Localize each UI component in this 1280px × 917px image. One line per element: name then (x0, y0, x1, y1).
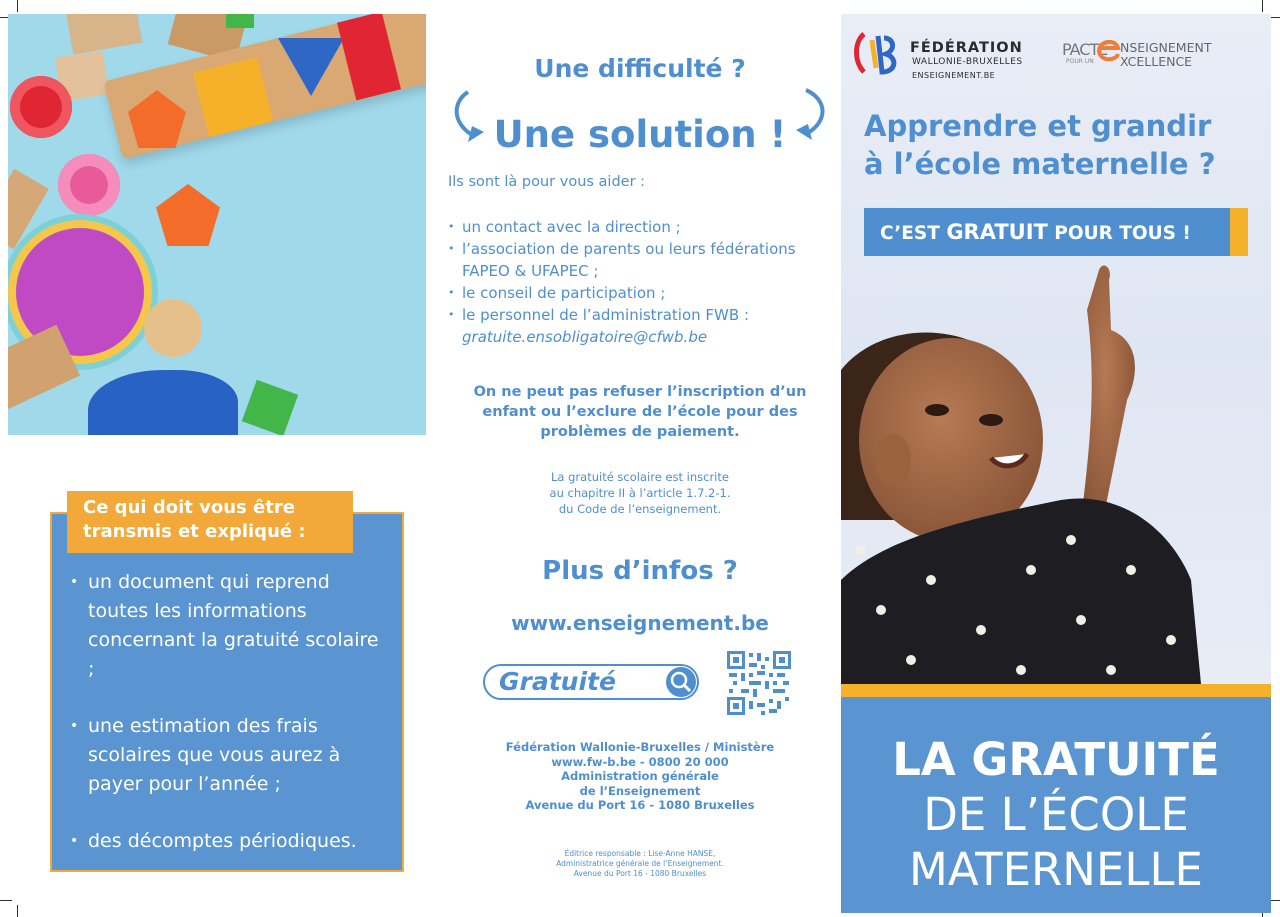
contact-line: Fédération Wallonie-Bruxelles / Ministère (505, 740, 775, 754)
qr-code-icon[interactable] (727, 651, 791, 715)
contact-line: Administration générale (561, 769, 719, 784)
editor-line: Administratrice générale de l’Enseignement. (556, 859, 724, 868)
main-title-line-3: MATERNELLE (909, 843, 1203, 896)
heading-solution: Une solution ! (493, 113, 787, 156)
pacte-logo-bottom: XCELLENCE (1120, 54, 1193, 69)
curved-arrow-right-icon (786, 86, 834, 142)
crop-mark (1262, 0, 1263, 12)
heading-difficulty: Une difficulté ? (534, 54, 746, 83)
free-banner-text-c: POUR TOUS ! (1047, 223, 1191, 244)
intro-text: Ils sont là pour vous aider : (448, 174, 646, 190)
fwb-logo-subtitle: WALLONIE-BRUXELLES (912, 57, 1023, 67)
editor-line: Avenue du Port 16 - 1080 Bruxelles (573, 869, 707, 878)
list-item: • des décomptes périodiques. (70, 827, 390, 856)
more-info-heading: Plus d’infos ? (542, 556, 738, 586)
legal-line: du Code de l’enseignement. (558, 502, 722, 516)
info-box-title: Ce qui doit vous être transmis et expliqué : (67, 491, 353, 553)
list-item: • un document qui reprend toutes les informations concernant la gratuité scolaire ; (70, 568, 390, 684)
free-banner (864, 208, 1248, 256)
page-title (864, 107, 1264, 183)
legal-line: La gratuité scolaire est inscrite (551, 470, 729, 484)
crop-mark (17, 905, 18, 917)
main-title-line-1: LA GRATUITÉ (892, 733, 1220, 786)
list-item: • une estimation des frais scolaires que vous aurez à payer pour l’année ; (70, 712, 390, 799)
search-icon (666, 667, 696, 697)
pacte-logo-word: PACTE (1062, 40, 1108, 59)
editor-line: Éditrice responsable : Lise-Anne HANSE, (564, 849, 716, 858)
website-link[interactable]: www.enseignement.be (511, 611, 769, 635)
editor-block (510, 849, 770, 879)
search-label: Gratuité (499, 667, 616, 696)
page-title-line: Apprendre et grandir (864, 109, 1212, 143)
search-bar[interactable] (483, 664, 699, 700)
free-banner-text-b: GRATUIT (946, 220, 1048, 244)
list-item-label: le personnel de l’administration FWB : (462, 306, 749, 324)
contact-line: Avenue du Port 16 - 1080 Bruxelles (525, 798, 755, 813)
free-banner-text-a: C’EST (880, 223, 947, 244)
pacte-logo-top: NSEIGNEMENT (1120, 40, 1212, 55)
crop-mark (17, 0, 18, 12)
toys-photo (8, 14, 426, 435)
legal-text (500, 469, 780, 517)
main-title-line-2: DE L’ÉCOLE (923, 788, 1189, 841)
child-photo (841, 250, 1271, 684)
list-item: • le conseil de participation ; (448, 282, 828, 304)
fwb-logo-site: ENSEIGNEMENT.BE (912, 71, 996, 80)
list-item: • l’association de parents ou leurs fédérations FAPEO & UFAPEC ; (448, 238, 828, 282)
fwb-logo-title: FÉDÉRATION (910, 40, 1023, 56)
pacte-logo-e-icon (1096, 36, 1122, 64)
fwb-logo-icon (852, 32, 902, 76)
crop-mark (0, 900, 12, 901)
warning-text: On ne peut pas refuser l’inscription d’un enfant ou l’exclure de l’école pour des problèmes de paiement. (473, 384, 807, 440)
page-title-line: à l’école maternelle ? (864, 147, 1216, 181)
search-button[interactable] (666, 667, 696, 697)
contact-line: www.fw-b.be - 0800 20 000 (551, 754, 729, 769)
email-link[interactable]: gratuite.ensobligatoire@cfwb.be (462, 328, 708, 346)
contact-block (480, 740, 800, 813)
legal-line: au chapitre II à l’article 1.7.2-1. (549, 486, 731, 500)
list-item (448, 304, 828, 348)
pacte-logo-small: POUR UN (1066, 58, 1094, 65)
list-item: • un contact avec la direction ; (448, 216, 828, 238)
contacts-list (448, 216, 828, 348)
yellow-divider (841, 684, 1271, 697)
contact-line: de l’Enseignement (579, 783, 701, 798)
info-list (70, 568, 390, 884)
